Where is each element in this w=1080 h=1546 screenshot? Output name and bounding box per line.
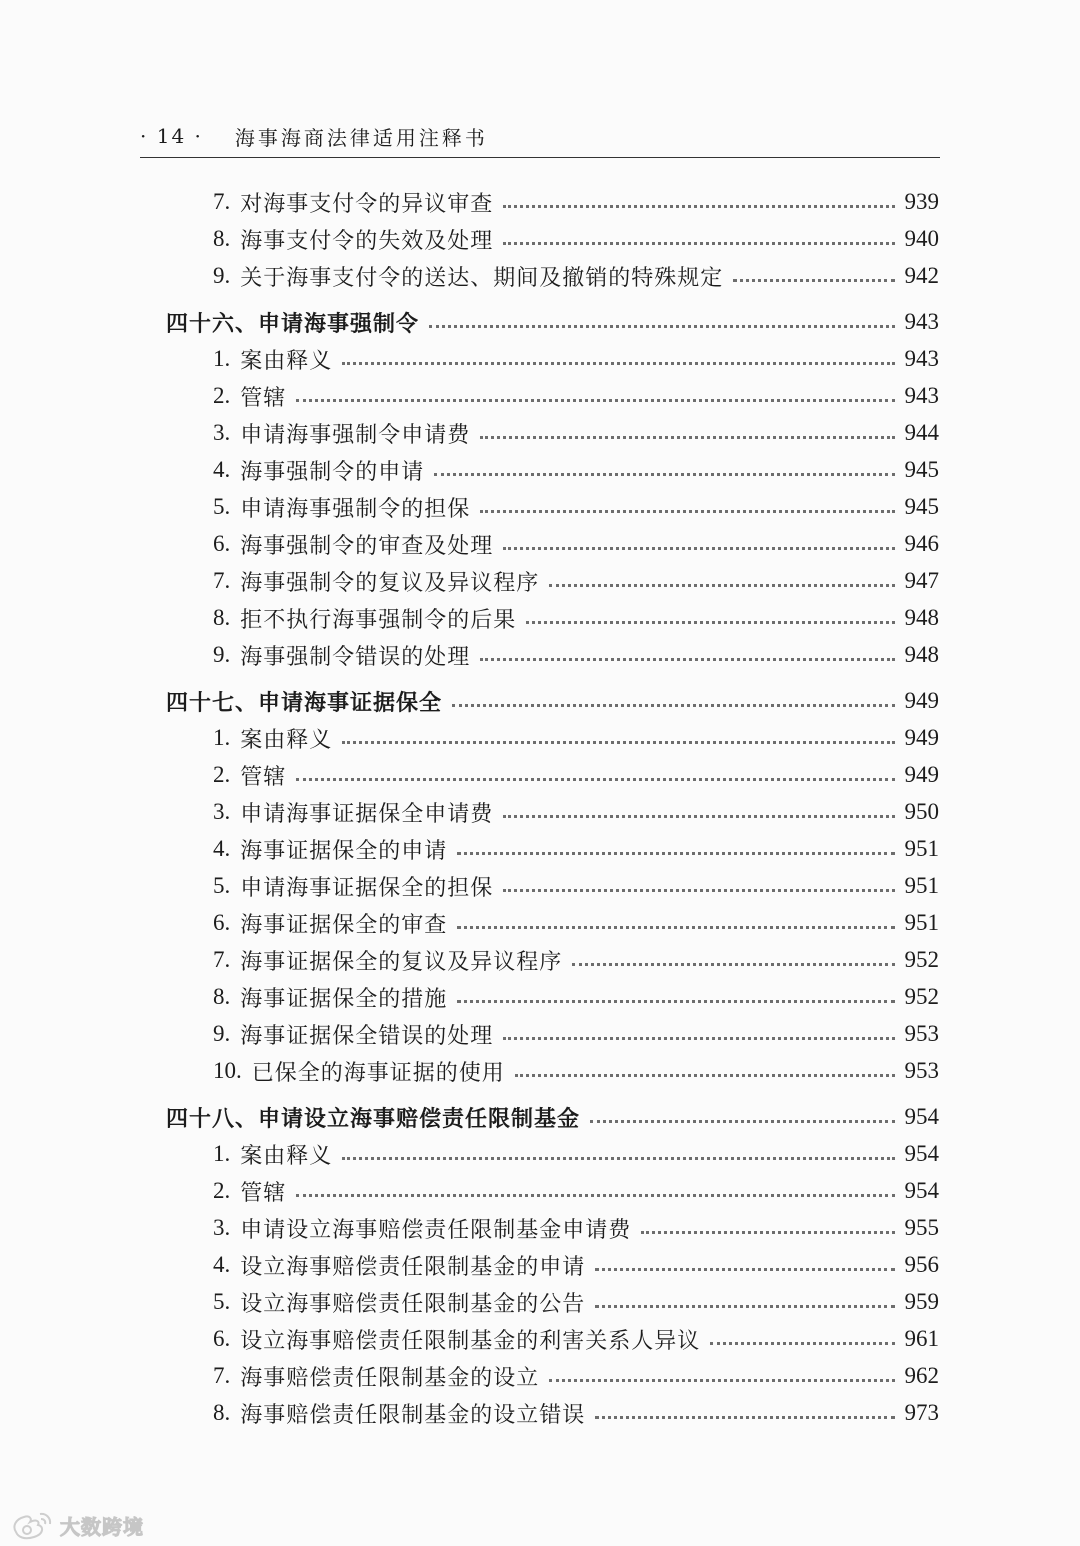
- toc-entry-number: 6.: [213, 910, 231, 935]
- toc-page-number: 949: [904, 688, 939, 713]
- toc-entry-title: 海事证据保全的复议及异议程序: [240, 949, 563, 975]
- dot-leader: [480, 658, 894, 661]
- toc-entry-title: 海事强制令错误的处理: [240, 644, 471, 670]
- toc-entry: [213, 1395, 939, 1431]
- toc-entry-number: 3.: [213, 420, 231, 445]
- toc-entry-number: 9.: [213, 1021, 231, 1046]
- page-number: · 14 ·: [140, 124, 203, 148]
- weibo-logo-icon: [10, 1510, 56, 1540]
- dot-leader: [549, 584, 894, 587]
- dot-leader: [503, 1037, 894, 1040]
- toc-entry-title: 申请海事强制令的担保: [240, 496, 471, 522]
- toc-entry-number: 10.: [213, 1058, 242, 1083]
- toc-entry: [213, 1210, 939, 1246]
- toc-entry: [213, 831, 939, 867]
- toc-page-number: 950: [904, 799, 939, 824]
- running-header: [140, 118, 940, 154]
- toc-entry-number: 7.: [213, 1363, 231, 1388]
- toc-entry-number: 4.: [213, 457, 231, 482]
- toc-entry-number: 5.: [213, 1289, 231, 1314]
- toc-page-number: 948: [904, 605, 939, 630]
- toc-section-title: 四十七、申请海事证据保全: [166, 690, 443, 716]
- toc-entry-number: 8.: [213, 984, 231, 1009]
- dot-leader: [457, 1000, 894, 1003]
- toc-entry: [213, 1321, 939, 1357]
- toc-entry: [213, 221, 939, 257]
- toc-entry: [213, 637, 939, 673]
- toc-entry: [213, 1136, 939, 1172]
- toc-entry-number: 8.: [213, 605, 231, 630]
- toc-page-number: 954: [904, 1104, 939, 1129]
- toc-entry: [213, 600, 939, 636]
- toc-entry-title: 拒不执行海事强制令的后果: [240, 607, 517, 633]
- toc-entry-title: 海事证据保全错误的处理: [240, 1023, 494, 1049]
- toc-page-number: 945: [904, 494, 939, 519]
- toc-section-heading: [166, 304, 939, 340]
- toc-entry-number: 3.: [213, 1215, 231, 1240]
- toc-entry-title: 申请海事强制令申请费: [240, 422, 471, 448]
- dot-leader: [296, 1194, 894, 1197]
- toc-entry-number: 8.: [213, 226, 231, 251]
- toc-page-number: 946: [904, 531, 939, 556]
- dot-leader: [434, 473, 894, 476]
- dot-leader: [515, 1074, 895, 1077]
- toc-entry: [213, 1358, 939, 1394]
- toc-entry-number: 1.: [213, 346, 231, 371]
- toc-page-number: 953: [904, 1058, 939, 1083]
- toc-entry-number: 9.: [213, 263, 231, 288]
- dot-leader: [452, 704, 894, 707]
- toc-entry-title: 管辖: [240, 385, 287, 411]
- toc-page-number: 939: [904, 189, 939, 214]
- toc-entry: [213, 1053, 939, 1089]
- toc-entry: [213, 184, 939, 220]
- toc-entry: [213, 1016, 939, 1052]
- toc-entry-number: 6.: [213, 531, 231, 556]
- toc-entry-title: 管辖: [240, 1180, 287, 1206]
- dot-leader: [526, 621, 894, 624]
- dot-leader: [733, 279, 894, 282]
- toc-entry-number: 6.: [213, 1326, 231, 1351]
- toc-entry-title: 已保全的海事证据的使用: [251, 1060, 505, 1086]
- toc-page-number: 953: [904, 1021, 939, 1046]
- toc-entry: [213, 415, 939, 451]
- toc-entry-title: 设立海事赔偿责任限制基金的申请: [240, 1254, 586, 1280]
- dot-leader: [342, 362, 894, 365]
- toc-section-title: 四十八、申请设立海事赔偿责任限制基金: [166, 1106, 581, 1132]
- dot-leader: [549, 1379, 894, 1382]
- toc-entry: [213, 489, 939, 525]
- dot-leader: [590, 1120, 894, 1123]
- toc-entry-number: 7.: [213, 189, 231, 214]
- toc-section-heading: [166, 683, 939, 719]
- toc-entry-title: 海事强制令的复议及异议程序: [240, 570, 540, 596]
- toc-entry-title: 设立海事赔偿责任限制基金的利害关系人异议: [240, 1328, 701, 1354]
- toc-entry: [213, 794, 939, 830]
- toc-entry: [213, 1284, 939, 1320]
- toc-page-number: 942: [904, 263, 939, 288]
- toc-entry-number: 9.: [213, 642, 231, 667]
- toc-entry-title: 海事证据保全的申请: [240, 838, 448, 864]
- toc-page-number: 947: [904, 568, 939, 593]
- toc-page-number: 962: [904, 1363, 939, 1388]
- toc-entry: [213, 378, 939, 414]
- toc-entry-title: 海事强制令的申请: [240, 459, 425, 485]
- toc-entry: [213, 1173, 939, 1209]
- toc-page-number: 951: [904, 910, 939, 935]
- toc-page-number: 943: [904, 309, 939, 334]
- toc-entry-number: 2.: [213, 762, 231, 787]
- toc-page-number: 956: [904, 1252, 939, 1277]
- toc-entry: [213, 942, 939, 978]
- toc-entry-title: 申请设立海事赔偿责任限制基金申请费: [240, 1217, 632, 1243]
- toc-entry-number: 2.: [213, 383, 231, 408]
- toc-entry-number: 1.: [213, 1141, 231, 1166]
- toc-entry-number: 8.: [213, 1400, 231, 1425]
- toc-entry-title: 海事赔偿责任限制基金的设立错误: [240, 1402, 586, 1428]
- dot-leader: [503, 242, 894, 245]
- toc-entry-number: 4.: [213, 836, 231, 861]
- toc-page-number: 951: [904, 873, 939, 898]
- dot-leader: [503, 815, 894, 818]
- dot-leader: [296, 399, 894, 402]
- toc-entry-number: 5.: [213, 873, 231, 898]
- toc-entry-number: 1.: [213, 725, 231, 750]
- toc-entry: [213, 526, 939, 562]
- dot-leader: [595, 1305, 894, 1308]
- dot-leader: [503, 547, 894, 550]
- toc-entry-title: 海事强制令的审查及处理: [240, 533, 494, 559]
- toc-page-number: 959: [904, 1289, 939, 1314]
- toc-page-number: 943: [904, 346, 939, 371]
- toc-entry-title: 申请海事证据保全的担保: [240, 875, 494, 901]
- toc-section-heading: [166, 1099, 939, 1135]
- toc-entry: [213, 1247, 939, 1283]
- dot-leader: [429, 325, 894, 328]
- toc-entry: [213, 563, 939, 599]
- toc-entry-number: 4.: [213, 1252, 231, 1277]
- dot-leader: [572, 963, 894, 966]
- dot-leader: [342, 1157, 894, 1160]
- toc-page-number: 961: [904, 1326, 939, 1351]
- toc-page-number: 948: [904, 642, 939, 667]
- dot-leader: [457, 852, 894, 855]
- toc-page-number: 944: [904, 420, 939, 445]
- toc-page-number: 949: [904, 725, 939, 750]
- dot-leader: [480, 510, 894, 513]
- toc-entry: [213, 341, 939, 377]
- dot-leader: [710, 1342, 894, 1345]
- toc-entry-title: 海事支付令的失效及处理: [240, 228, 494, 254]
- toc-page-number: 945: [904, 457, 939, 482]
- dot-leader: [342, 741, 894, 744]
- toc-entry-title: 案由释义: [240, 727, 333, 753]
- toc-page-number: 952: [904, 947, 939, 972]
- toc-entry-number: 2.: [213, 1178, 231, 1203]
- toc-entry: [213, 979, 939, 1015]
- toc-entry-number: 5.: [213, 494, 231, 519]
- toc-page-number: 954: [904, 1178, 939, 1203]
- header-rule: [140, 157, 940, 158]
- toc-page-number: 949: [904, 762, 939, 787]
- toc-entry-title: 管辖: [240, 764, 287, 790]
- toc-page-number: 943: [904, 383, 939, 408]
- toc-entry-number: 3.: [213, 799, 231, 824]
- dot-leader: [457, 926, 894, 929]
- dot-leader: [595, 1416, 894, 1419]
- toc-entry-number: 7.: [213, 568, 231, 593]
- toc-entry: [213, 720, 939, 756]
- toc-entry: [213, 757, 939, 793]
- toc-entry-title: 海事证据保全的审查: [240, 912, 448, 938]
- dot-leader: [296, 778, 894, 781]
- toc-entry-title: 海事证据保全的措施: [240, 986, 448, 1012]
- toc-entry: [213, 258, 939, 294]
- toc-entry: [213, 452, 939, 488]
- toc-entry-title: 海事赔偿责任限制基金的设立: [240, 1365, 540, 1391]
- toc-page-number: 973: [904, 1400, 939, 1425]
- watermark: [10, 1508, 144, 1542]
- toc-entry: [213, 868, 939, 904]
- toc-entry-title: 设立海事赔偿责任限制基金的公告: [240, 1291, 586, 1317]
- dot-leader: [641, 1231, 894, 1234]
- toc-section-title: 四十六、申请海事强制令: [166, 311, 420, 337]
- dot-leader: [595, 1268, 894, 1271]
- dot-leader: [503, 889, 894, 892]
- toc-page-number: 952: [904, 984, 939, 1009]
- dot-leader: [503, 205, 894, 208]
- toc-page-number: 954: [904, 1141, 939, 1166]
- dot-leader: [480, 436, 894, 439]
- toc-page-number: 955: [904, 1215, 939, 1240]
- toc-entry-title: 申请海事证据保全申请费: [240, 801, 494, 827]
- toc-page-number: 951: [904, 836, 939, 861]
- toc-entry-title: 案由释义: [240, 348, 333, 374]
- toc-entry: [213, 905, 939, 941]
- toc-page-number: 940: [904, 226, 939, 251]
- watermark-text: 大数跨境: [60, 1514, 144, 1539]
- toc-entry-title: 对海事支付令的异议审查: [240, 191, 494, 217]
- toc-entry-title: 案由释义: [240, 1143, 333, 1169]
- toc-entry-title: 关于海事支付令的送达、期间及撤销的特殊规定: [240, 265, 724, 291]
- toc-entry-number: 7.: [213, 947, 231, 972]
- book-title: 海事海商法律适用注释书: [234, 125, 488, 150]
